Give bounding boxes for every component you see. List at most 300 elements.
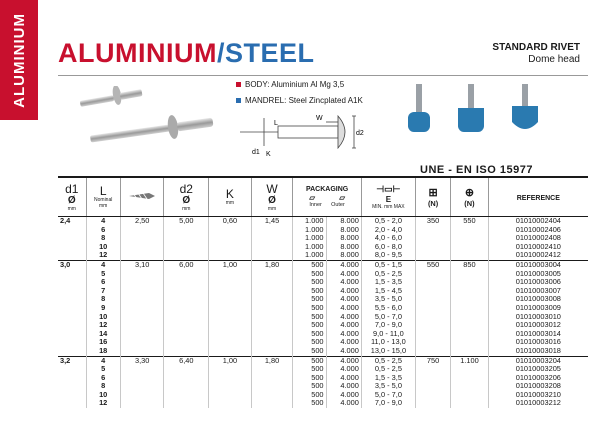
label-d1: d1 — [252, 149, 260, 156]
cell-l: 9 — [86, 304, 120, 313]
cell-tensile — [451, 226, 488, 235]
page-title — [58, 38, 315, 69]
cell-inner: 500 — [293, 391, 326, 400]
cell-inner: 1.000 — [293, 234, 326, 243]
cell-drill — [120, 374, 164, 383]
hdr-k: K — [225, 187, 234, 201]
cell-k — [209, 399, 252, 408]
grip-min: 6,0 — [374, 241, 386, 251]
cell-d2 — [164, 234, 209, 243]
cell-d2 — [164, 365, 209, 374]
cell-shear: 750 — [415, 356, 450, 365]
shear-icon: ⊞ — [428, 187, 438, 199]
hdr-l-mm: mm — [99, 203, 108, 209]
cell-outer: 4.000 — [326, 374, 361, 383]
hdr-n1: (N) — [427, 199, 439, 208]
grip-min: 4,0 — [374, 233, 386, 243]
cell-ref: 01010002410 — [488, 243, 588, 252]
cell-drill: 2,50 — [120, 217, 164, 226]
grip-min: 0,5 — [374, 216, 386, 225]
cell-d1 — [58, 374, 86, 383]
spec-body — [236, 80, 344, 89]
hdr-grip: E — [385, 195, 392, 204]
cell-ref: 01010003204 — [488, 356, 588, 365]
cell-tensile — [451, 295, 488, 304]
col-tensile — [451, 178, 488, 217]
cell-d1 — [58, 243, 86, 252]
product-head-label: Dome head — [528, 54, 580, 65]
rivet-table — [58, 178, 588, 408]
cell-l: 8 — [86, 234, 120, 243]
cell-l: 5 — [86, 365, 120, 374]
label-d2: d2 — [356, 130, 364, 137]
cell-d1 — [58, 399, 86, 408]
grip-range-icon: ⊣▭⊢ — [376, 184, 401, 194]
rivet-photo-icon — [70, 86, 230, 156]
grip-dash: - — [385, 268, 392, 278]
title-aluminium: ALUMINIUM — [58, 38, 217, 68]
cell-l: 7 — [86, 287, 120, 296]
grip-min: 0,5 — [374, 364, 386, 374]
cell-ref: 01010003012 — [488, 321, 588, 330]
cell-d1 — [58, 313, 86, 322]
grip-max: 2,5 — [391, 364, 402, 374]
grip-min: 8,0 — [374, 250, 386, 260]
cell-drill — [120, 382, 164, 391]
hdr-d1: d1 — [65, 181, 79, 196]
cell-ref: 01010003009 — [488, 304, 588, 313]
col-d1 — [58, 178, 86, 217]
cell-k — [209, 347, 252, 356]
grip-dash: - — [384, 337, 392, 347]
cell-w — [251, 374, 293, 383]
cell-l: 4 — [86, 356, 120, 365]
cell-l: 18 — [86, 347, 120, 356]
cell-shear — [415, 313, 450, 322]
grip-max: 5,0 — [391, 381, 402, 391]
grip-max: 9,5 — [391, 250, 402, 260]
col-d2 — [164, 178, 209, 217]
cell-w — [251, 270, 293, 279]
product-type — [492, 42, 580, 66]
cell-ref: 01010002406 — [488, 226, 588, 235]
cell-outer: 4.000 — [326, 399, 361, 408]
cell-w — [251, 338, 293, 347]
grip-min: 13,0 — [370, 345, 386, 355]
cell-l: 10 — [86, 243, 120, 252]
cell-w — [251, 304, 293, 313]
cell-tensile — [451, 365, 488, 374]
cell-d1 — [58, 270, 86, 279]
cell-tensile — [451, 399, 488, 408]
tensile-icon: ⊕ — [464, 187, 475, 199]
grip-dash: - — [385, 224, 392, 234]
grip-dash: - — [385, 285, 392, 295]
grip-max: 5,0 — [391, 294, 402, 304]
cell-shear — [415, 382, 450, 391]
cell-shear — [415, 270, 450, 279]
cell-w — [251, 313, 293, 322]
cell-d2 — [164, 304, 209, 313]
cell-w — [251, 278, 293, 287]
cell-shear — [415, 338, 450, 347]
col-w — [251, 178, 293, 217]
cell-d2 — [164, 287, 209, 296]
hdr-d1-phi: Ø — [67, 194, 76, 206]
cell-k: 0,60 — [209, 217, 252, 226]
cell-ref: 01010003210 — [488, 391, 588, 400]
cell-ref: 01010003205 — [488, 365, 588, 374]
cell-l: 12 — [86, 399, 120, 408]
cell-tensile — [451, 391, 488, 400]
red-square-icon — [236, 82, 241, 87]
grip-dash: - — [385, 259, 392, 269]
cell-d1 — [58, 338, 86, 347]
cell-d1 — [58, 295, 86, 304]
cell-k: 1,00 — [209, 260, 252, 269]
cell-k — [209, 295, 252, 304]
cell-d1 — [58, 234, 86, 243]
grip-min: 7,0 — [374, 398, 386, 408]
cell-inner: 500 — [293, 382, 326, 391]
cell-inner: 500 — [293, 278, 326, 287]
col-shear — [415, 178, 450, 217]
cell-d1 — [58, 365, 86, 374]
cell-k — [209, 270, 252, 279]
table-row — [58, 347, 588, 356]
cell-shear — [415, 330, 450, 339]
box-outer-icon: ▱ — [339, 193, 345, 202]
cell-k — [209, 338, 252, 347]
cell-d2: 6,00 — [164, 260, 209, 269]
cell-w: 1,80 — [251, 356, 293, 365]
cell-drill — [120, 234, 164, 243]
cell-drill: 3,30 — [120, 356, 164, 365]
cell-tensile — [451, 287, 488, 296]
rivet-section-icon — [398, 82, 578, 142]
grip-max: 4,0 — [391, 224, 402, 234]
cell-d2 — [164, 295, 209, 304]
grip-min: 5,0 — [374, 389, 386, 399]
cell-outer: 8.000 — [326, 243, 361, 252]
table-header — [58, 178, 588, 217]
grip-min: 0,5 — [374, 259, 386, 269]
grip-dash: - — [385, 216, 392, 225]
grip-min: 11,0 — [370, 337, 385, 347]
cell-ref: 01010002404 — [488, 217, 588, 226]
cell-tensile — [451, 234, 488, 243]
cell-shear — [415, 365, 450, 374]
standard-label: UNE - EN ISO 15977 — [420, 164, 533, 176]
cell-drill — [120, 321, 164, 330]
section-1-icon — [408, 84, 430, 132]
cell-shear: 350 — [415, 217, 450, 226]
cell-w — [251, 287, 293, 296]
grip-dash: - — [385, 241, 392, 251]
cell-drill — [120, 278, 164, 287]
label-k: K — [266, 151, 271, 158]
hdr-packaging: PACKAGING — [305, 186, 349, 193]
cell-w — [251, 243, 293, 252]
cell-drill — [120, 365, 164, 374]
cell-l: 12 — [86, 251, 120, 260]
cell-outer: 4.000 — [326, 382, 361, 391]
cell-outer: 8.000 — [326, 226, 361, 235]
cell-ref: 01010003007 — [488, 287, 588, 296]
cell-k — [209, 382, 252, 391]
cell-outer: 4.000 — [326, 338, 361, 347]
grip-max: 7,0 — [391, 389, 402, 399]
category-tab-label: ALUMINIUM — [10, 12, 28, 108]
hdr-reference: REFERENCE — [516, 194, 560, 202]
cell-outer: 4.000 — [326, 304, 361, 313]
grip-max: 7,0 — [391, 311, 402, 321]
hdr-grip-sub: MIN. mm MAX — [372, 204, 405, 210]
grip-max: 6,0 — [391, 302, 402, 312]
grip-max: 13,0 — [391, 337, 406, 347]
col-l — [86, 178, 120, 217]
grip-dash: - — [385, 381, 392, 391]
cell-l: 4 — [86, 217, 120, 226]
cell-drill — [120, 226, 164, 235]
cell-inner: 500 — [293, 365, 326, 374]
cell-ref: 01010003206 — [488, 374, 588, 383]
grip-max: 11,0 — [389, 328, 404, 338]
cell-tensile — [451, 382, 488, 391]
cell-drill — [120, 338, 164, 347]
cell-tensile — [451, 270, 488, 279]
hdr-d1-mm: mm — [67, 205, 76, 212]
drill-bit-icon — [127, 189, 157, 203]
cell-shear — [415, 304, 450, 313]
cell-d1 — [58, 226, 86, 235]
label-l: L — [274, 120, 278, 127]
cell-l: 8 — [86, 382, 120, 391]
cell-l: 4 — [86, 260, 120, 269]
title-steel: STEEL — [225, 38, 315, 68]
cell-d2 — [164, 374, 209, 383]
cell-w — [251, 347, 293, 356]
cell-w: 1,80 — [251, 260, 293, 269]
cell-l: 16 — [86, 338, 120, 347]
cell-k — [209, 313, 252, 322]
cell-tensile — [451, 374, 488, 383]
grip-dash: - — [385, 250, 392, 260]
cell-drill — [120, 304, 164, 313]
cell-l: 10 — [86, 391, 120, 400]
grip-dash: - — [385, 320, 392, 330]
grip-max: 2,5 — [391, 268, 402, 278]
hdr-outer: Outer — [331, 202, 345, 208]
spec-mandrel-text: MANDREL: Steel Zincplated A1K — [245, 96, 363, 105]
hdr-w: W — [266, 181, 278, 196]
cell-outer: 8.000 — [326, 217, 361, 226]
cell-grip — [361, 399, 415, 408]
label-w: W — [316, 115, 323, 122]
cell-w — [251, 399, 293, 408]
cell-tensile — [451, 321, 488, 330]
grip-max: 4,5 — [391, 285, 402, 295]
cell-inner: 500 — [293, 260, 326, 269]
cell-ref: 01010003010 — [488, 313, 588, 322]
grip-dash: - — [385, 345, 392, 355]
cell-k — [209, 321, 252, 330]
cell-d2 — [164, 399, 209, 408]
title-separator: / — [216, 38, 225, 68]
cell-k — [209, 287, 252, 296]
cell-outer: 4.000 — [326, 313, 361, 322]
cell-d1 — [58, 382, 86, 391]
cell-l: 6 — [86, 278, 120, 287]
grip-max: 6,0 — [391, 233, 402, 243]
cell-tensile — [451, 347, 488, 356]
grip-max: 2,0 — [391, 216, 402, 225]
hdr-d2: d2 — [179, 181, 193, 196]
cell-tensile: 550 — [451, 217, 488, 226]
cell-shear — [415, 278, 450, 287]
grip-dash: - — [385, 364, 392, 374]
grip-min: 5,5 — [374, 302, 386, 312]
cell-d2 — [164, 278, 209, 287]
cell-k — [209, 278, 252, 287]
cell-inner: 500 — [293, 287, 326, 296]
hdr-inner: Inner — [309, 202, 322, 208]
cell-drill — [120, 295, 164, 304]
cell-inner: 500 — [293, 304, 326, 313]
cell-outer: 8.000 — [326, 234, 361, 243]
cell-d1 — [58, 330, 86, 339]
col-reference — [488, 178, 588, 217]
cell-inner: 1.000 — [293, 243, 326, 252]
cell-ref: 01010003212 — [488, 399, 588, 408]
cell-shear: 550 — [415, 260, 450, 269]
cell-drill — [120, 330, 164, 339]
cell-outer: 4.000 — [326, 287, 361, 296]
hdr-n2: (N) — [464, 199, 475, 208]
cell-ref: 01010003004 — [488, 260, 588, 269]
cell-k — [209, 304, 252, 313]
cell-inner: 1.000 — [293, 251, 326, 260]
cell-d2: 5,00 — [164, 217, 209, 226]
cell-d1 — [58, 391, 86, 400]
hdr-l: L — [99, 184, 107, 198]
cell-l: 6 — [86, 226, 120, 235]
cell-d1: 3,2 — [58, 356, 86, 365]
cell-outer: 4.000 — [326, 356, 361, 365]
cell-d1: 3,0 — [58, 260, 86, 269]
grip-dash: - — [385, 311, 392, 321]
cell-d1: 2,4 — [60, 216, 71, 225]
grip-max: 3,5 — [391, 372, 402, 382]
cell-shear — [415, 234, 450, 243]
col-grip — [361, 178, 415, 217]
cell-ref: 01010003014 — [488, 330, 588, 339]
cell-l: 14 — [86, 330, 120, 339]
grip-max: 15,0 — [391, 345, 407, 355]
grip-max: 9,0 — [391, 398, 402, 408]
hdr-l-sub: Nominal — [94, 197, 113, 203]
cell-l: 8 — [86, 295, 120, 304]
cell-outer: 4.000 — [326, 365, 361, 374]
cell-drill — [120, 399, 164, 408]
cell-d1 — [58, 304, 86, 313]
cell-drill: 3,10 — [120, 260, 164, 269]
cell-tensile: 850 — [451, 260, 488, 269]
cell-w — [251, 330, 293, 339]
cell-inner: 500 — [293, 295, 326, 304]
cell-w — [251, 321, 293, 330]
grip-max: 1,5 — [391, 259, 402, 269]
blue-square-icon — [236, 98, 241, 103]
table-row — [58, 399, 588, 408]
cell-inner: 500 — [293, 270, 326, 279]
cell-k — [209, 374, 252, 383]
cell-l: 5 — [86, 270, 120, 279]
cell-k — [209, 234, 252, 243]
grip-min: 1,5 — [374, 277, 386, 287]
cell-d2 — [164, 313, 209, 322]
rivet-small-icon — [80, 86, 143, 107]
cell-outer: 4.000 — [326, 330, 361, 339]
cell-inner: 500 — [293, 399, 326, 408]
spec-body-text: BODY: Aluminium Al Mg 3,5 — [245, 80, 345, 89]
cell-d2 — [164, 243, 209, 252]
cell-inner: 500 — [293, 374, 326, 383]
cell-outer: 4.000 — [326, 270, 361, 279]
grip-max: 2,5 — [391, 355, 402, 365]
cell-tensile — [451, 330, 488, 339]
cell-inner: 500 — [293, 330, 326, 339]
cell-drill — [120, 313, 164, 322]
cell-w — [251, 365, 293, 374]
cell-k: 1,00 — [209, 356, 252, 365]
cell-outer: 4.000 — [326, 278, 361, 287]
cell-k — [209, 226, 252, 235]
cell-outer: 8.000 — [326, 251, 361, 260]
cell-tensile — [451, 243, 488, 252]
grip-dash: - — [383, 328, 390, 338]
grip-min: 9,0 — [373, 328, 384, 338]
cell-d1 — [58, 321, 86, 330]
cell-ref: 01010003208 — [488, 382, 588, 391]
cell-drill — [120, 391, 164, 400]
cell-k — [209, 243, 252, 252]
grip-dash: - — [385, 277, 392, 287]
cell-drill — [120, 243, 164, 252]
grip-dash: - — [385, 389, 392, 399]
hdr-d2-phi: Ø — [182, 194, 191, 206]
hdr-d2-mm: mm — [182, 205, 191, 212]
cell-ref: 01010003016 — [488, 338, 588, 347]
cell-inner: 500 — [293, 321, 326, 330]
cell-shear — [415, 321, 450, 330]
title-rule — [58, 75, 588, 76]
grip-dash: - — [385, 302, 392, 312]
cell-l: 6 — [86, 374, 120, 383]
cell-d2 — [164, 330, 209, 339]
grip-max: 3,5 — [391, 277, 402, 287]
cell-k — [209, 391, 252, 400]
cell-l: 12 — [86, 321, 120, 330]
col-drill — [120, 178, 164, 217]
grip-dash: - — [385, 355, 392, 365]
cell-d2: 6,40 — [164, 356, 209, 365]
cell-ref: 01010003008 — [488, 295, 588, 304]
grip-min: 3,5 — [374, 294, 386, 304]
cell-inner: 1.000 — [293, 226, 326, 235]
grip-min: 1,5 — [374, 285, 386, 295]
grip-dash: - — [385, 398, 392, 408]
